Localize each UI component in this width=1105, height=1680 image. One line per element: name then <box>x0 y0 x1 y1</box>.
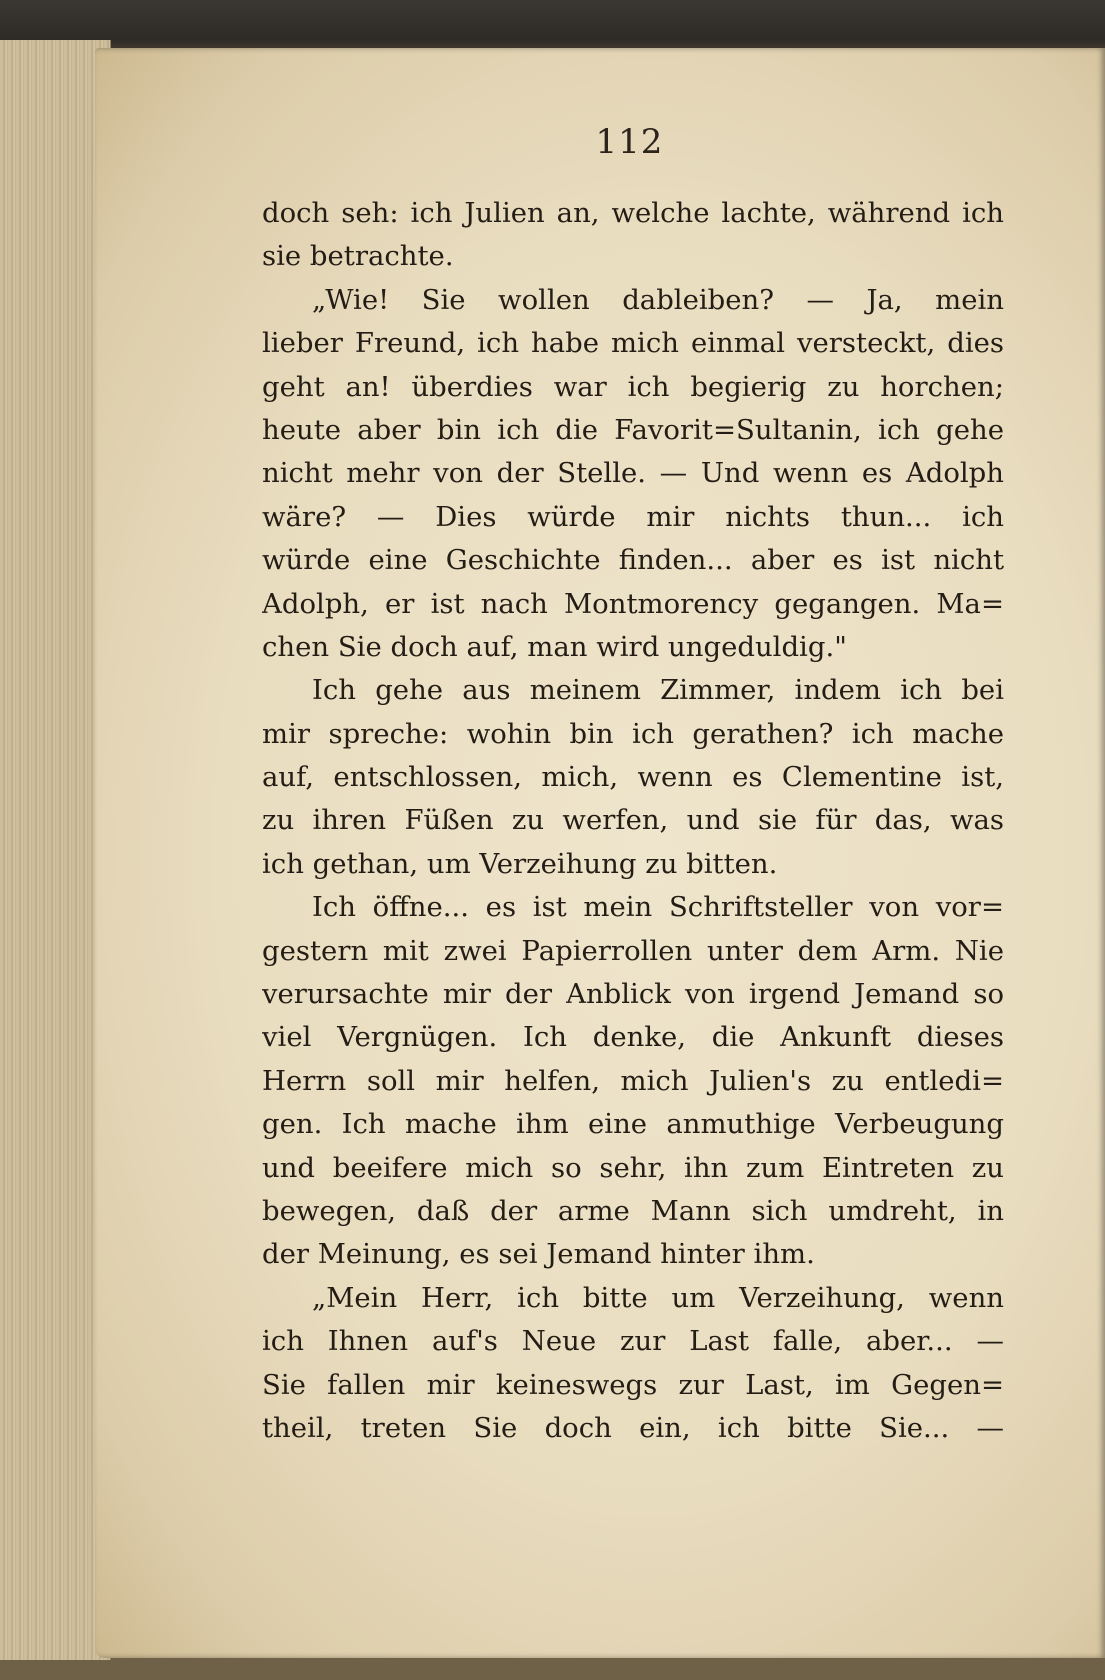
text-line: Ich gehe aus meinem Zimmer, indem ich bei <box>312 674 1004 707</box>
text-line: chen Sie doch auf, man wird ungeduldig." <box>262 630 847 663</box>
text-line: Ich öffne... es ist mein Schriftsteller von vor= <box>312 891 1004 924</box>
text-line: nicht mehr von der Stelle. — Und wenn es Adolph <box>262 457 1004 490</box>
text-line: Sie fallen mir keineswegs zur Last, im Gegen= <box>262 1368 1004 1401</box>
text-line: ich Ihnen auf's Neue zur Last falle, aber... — <box>262 1325 1004 1358</box>
text-line: verursachte mir der Anblick von irgend Jemand so <box>262 978 1004 1011</box>
body-text <box>262 192 1004 1450</box>
text-line: doch seh: ich Julien an, welche lachte, während ich <box>262 197 1004 229</box>
text-line: Adolph, er ist nach Montmorency gegangen. Ma= <box>262 587 1004 620</box>
text-line: auf, entschlossen, mich, wenn es Clementine ist, <box>262 761 1004 794</box>
text-line: theil, treten Sie doch ein, ich bitte Sie... — <box>262 1411 1004 1444</box>
text-line: wäre? — Dies würde mir nichts thun... ich <box>262 500 1004 533</box>
text-line: mir spreche: wohin bin ich gerathen? ich mache <box>262 717 1004 750</box>
text-line: gestern mit zwei Papierrollen unter dem Arm. Nie <box>262 934 1004 967</box>
text-line: ich gethan, um Verzeihung zu bitten. <box>262 847 778 880</box>
text-line: „Mein Herr, ich bitte um Verzeihung, wenn <box>312 1281 1004 1314</box>
text-line: zu ihren Füßen zu werfen, und sie für das, was <box>262 804 1004 837</box>
text-line: viel Vergnügen. Ich denke, die Ankunft dieses <box>262 1021 1004 1054</box>
page-number: 112 <box>595 122 664 162</box>
text-line: sie betrachte. <box>262 240 454 273</box>
text-line: gen. Ich mache ihm eine anmuthige Verbeugung <box>262 1108 1004 1141</box>
text-line: heute aber bin ich die Favorit=Sultanin, ich gehe <box>262 413 1004 446</box>
text-line: würde eine Geschichte finden... aber es ist nicht <box>262 544 1004 577</box>
text-line: „Wie! Sie wollen dableiben? — Ja, mein <box>312 283 1004 316</box>
text-line: der Meinung, es sei Jemand hinter ihm. <box>262 1238 815 1271</box>
text-line: lieber Freund, ich habe mich einmal versteckt, dies <box>262 327 1004 360</box>
text-line: Herrn soll mir helfen, mich Julien's zu entledi= <box>262 1064 1004 1097</box>
text-line: geht an! überdies war ich begierig zu horchen; <box>262 370 1004 403</box>
text-line: bewegen, daß der arme Mann sich umdreht, in <box>262 1194 1004 1227</box>
text-line: und beeifere mich so sehr, ihn zum Eintreten zu <box>262 1151 1004 1184</box>
